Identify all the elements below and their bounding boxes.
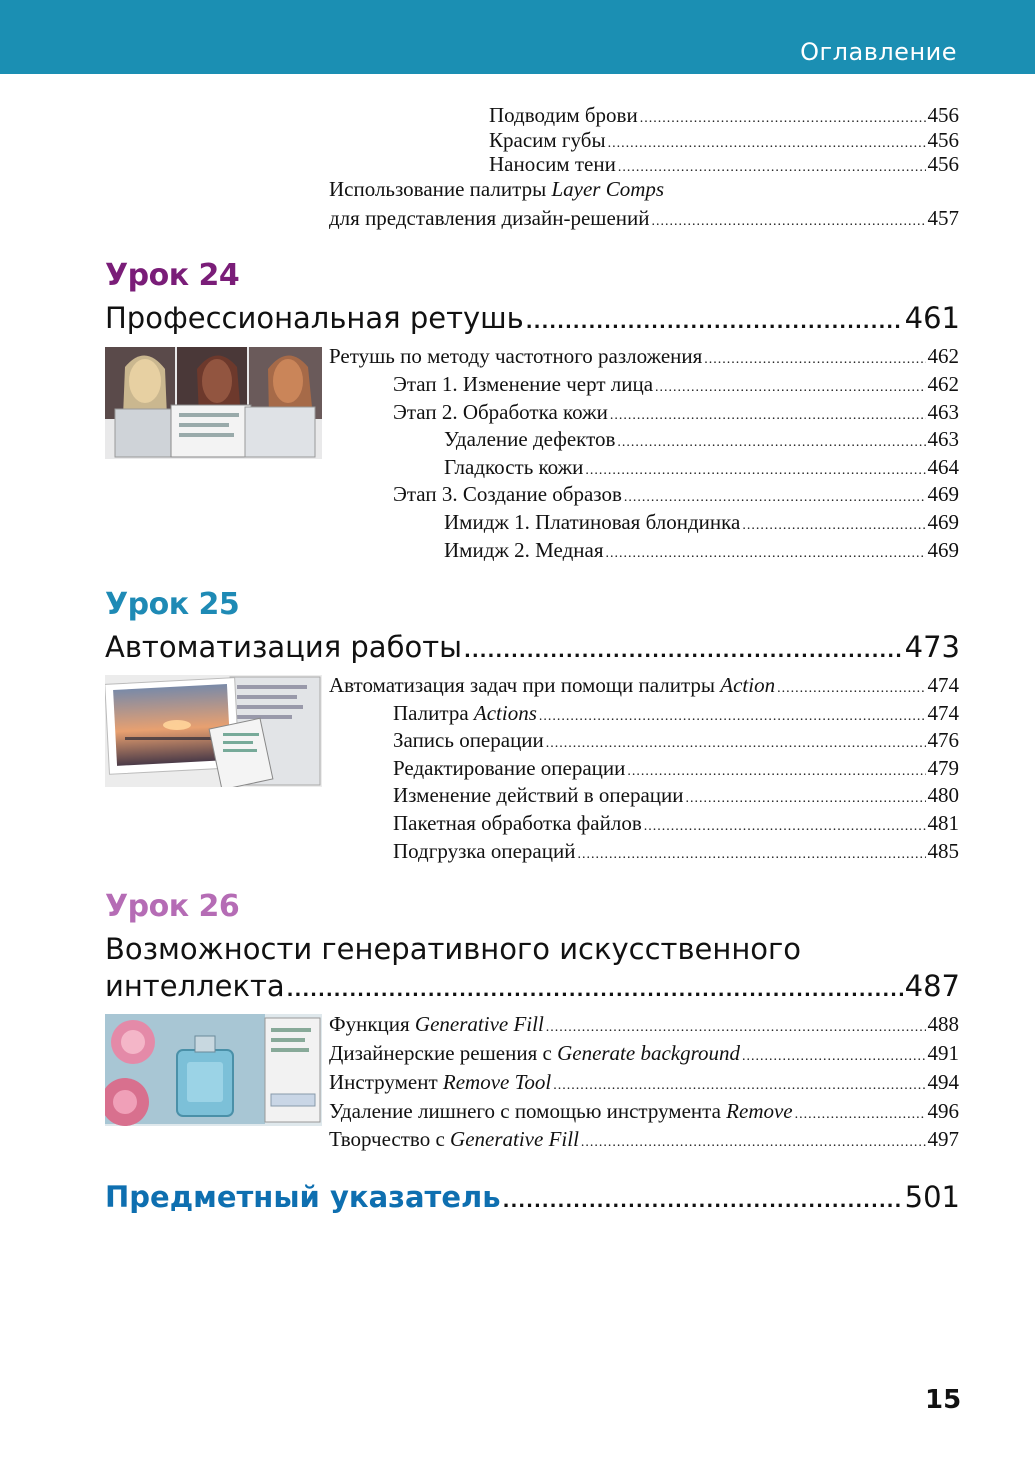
toc-entry-page: 474	[927, 673, 959, 697]
toc-entry[interactable]	[393, 756, 959, 781]
toc-entry-text: Наносим тени	[489, 152, 616, 176]
toc-entry[interactable]	[393, 482, 959, 507]
toc-entry-page: 464	[927, 455, 959, 479]
dot-leader	[287, 980, 903, 1001]
toc-entry-page: 463	[927, 400, 959, 424]
chapter-entry[interactable]	[105, 969, 960, 1003]
toc-entry-page: 456	[927, 103, 959, 127]
dot-leader	[742, 518, 925, 534]
header-bar	[0, 0, 1035, 74]
dot-leader	[686, 791, 926, 807]
toc-entry-text: Имидж 1. Платиновая блондинка	[444, 510, 741, 534]
dot-leader	[618, 160, 926, 176]
toc-entry-page: 462	[927, 372, 959, 396]
toc-entry-page: 488	[927, 1012, 959, 1036]
toc-entry-italic: Generative Fill	[450, 1127, 579, 1151]
toc-entry-italic: Layer Comps	[551, 177, 665, 201]
chapter-title: Профессиональная ретушь	[105, 301, 524, 335]
toc-entry-page: 496	[927, 1099, 959, 1123]
chapter-title: интеллекта	[105, 969, 285, 1003]
toc-entry[interactable]	[329, 1012, 959, 1037]
toc-entry-text: Пакетная обработка файлов	[393, 811, 642, 835]
toc-entry-text: Красим губы	[489, 128, 606, 152]
toc-entry-text: Творчество с	[329, 1127, 451, 1151]
toc-entry-page: 476	[927, 728, 959, 752]
dot-leader	[526, 312, 903, 333]
dot-leader	[624, 490, 926, 506]
dot-leader	[585, 463, 925, 479]
toc-entry-text: Этап 2. Обработка кожи	[393, 400, 608, 424]
toc-entry-text: Удаление дефектов	[444, 427, 616, 451]
dot-leader	[546, 1020, 926, 1036]
toc-entry-italic: Remove Tool	[442, 1070, 552, 1094]
toc-entry[interactable]	[393, 400, 959, 425]
toc-entry-italic: Generate background	[557, 1041, 740, 1065]
index-entry[interactable]	[105, 1180, 960, 1214]
dot-leader	[546, 736, 926, 752]
toc-entry[interactable]	[489, 152, 959, 177]
dot-leader	[464, 641, 903, 662]
toc-entry[interactable]	[444, 427, 959, 452]
toc-entry[interactable]	[444, 510, 959, 535]
dot-leader	[644, 819, 926, 835]
chapter-entry[interactable]	[105, 301, 960, 335]
toc-entry-page: 491	[927, 1041, 959, 1065]
toc-entry-text: Автоматизация задач при помощи палитры	[329, 673, 721, 697]
toc-entry-page: 481	[927, 811, 959, 835]
toc-entry[interactable]	[329, 344, 959, 369]
toc-entry-text: Подгрузка операций	[393, 839, 576, 863]
dot-leader	[581, 1135, 926, 1151]
dot-leader	[605, 546, 925, 562]
toc-entry-text: Удаление лишнего с помощью инструмента	[329, 1099, 727, 1123]
dot-leader	[577, 847, 925, 863]
toc-entry-italic: Generative Fill	[414, 1012, 544, 1036]
toc-entry-page: 485	[927, 839, 959, 863]
toc-entry-page: 469	[927, 510, 959, 534]
toc-entry[interactable]	[393, 811, 959, 836]
toc-entry[interactable]	[329, 206, 959, 231]
toc-entry-page: 494	[927, 1070, 959, 1094]
toc-entry[interactable]	[329, 673, 959, 698]
toc-entry-italic: Remove	[726, 1099, 793, 1123]
perfume-flowers-thumbnail	[105, 1014, 322, 1126]
section-title: Оглавление	[800, 38, 957, 66]
toc-entry[interactable]	[444, 538, 959, 563]
toc-entry-text: для представления дизайн-решений	[329, 206, 650, 230]
toc-entry-page: 474	[927, 701, 959, 725]
lesson-label: Урок 26	[105, 889, 240, 924]
toc-entry-text: Изменение действий в операции	[393, 783, 684, 807]
toc-entry-text: Инструмент	[329, 1070, 443, 1094]
page-number: 15	[925, 1385, 962, 1415]
toc-entry-text: Подводим брови	[489, 103, 638, 127]
toc-entry-page: 479	[927, 756, 959, 780]
dot-leader	[777, 681, 925, 697]
toc-entry[interactable]	[329, 1070, 959, 1095]
sunset-actions-thumbnail	[105, 675, 322, 787]
toc-entry[interactable]	[393, 701, 959, 726]
toc-entry[interactable]	[489, 103, 959, 128]
toc-entry-text: Функция	[329, 1012, 415, 1036]
toc-entry-text: Этап 1. Изменение черт лица	[393, 372, 654, 396]
toc-entry-page: 469	[927, 482, 959, 506]
chapter-title-first-line[interactable]: Возможности генеративного искусственного	[105, 932, 802, 966]
toc-entry-page: 456	[927, 152, 959, 176]
dot-leader	[795, 1107, 926, 1123]
toc-entry-text: Этап 3. Создание образов	[393, 482, 622, 506]
toc-entry[interactable]	[393, 839, 959, 864]
toc-entry-text: Использование палитры	[329, 177, 552, 201]
dot-leader	[539, 709, 926, 725]
dot-leader	[617, 435, 925, 451]
toc-entry-italic: Action	[720, 673, 776, 697]
dot-leader	[627, 764, 925, 780]
toc-entry-text: Палитра	[393, 701, 474, 725]
toc-entry-italic: Actions	[473, 701, 537, 725]
toc-entry-first-line[interactable]	[329, 177, 664, 202]
toc-entry-text: Запись операции	[393, 728, 544, 752]
toc-entry-page: 480	[927, 783, 959, 807]
toc-entry-page: 462	[927, 344, 959, 368]
dot-leader	[742, 1049, 926, 1065]
chapter-page: 473	[904, 630, 960, 664]
dot-leader	[655, 380, 925, 396]
dot-leader	[553, 1078, 925, 1094]
toc-entry[interactable]	[444, 455, 959, 480]
toc-entry-text: Редактирование операции	[393, 756, 626, 780]
toc-entry-page: 456	[927, 128, 959, 152]
toc-entry[interactable]	[393, 728, 959, 753]
toc-entry-text: Ретушь по методу частотного разложения	[329, 344, 703, 368]
chapter-page: 461	[904, 301, 960, 335]
dot-leader	[503, 1191, 903, 1212]
dot-leader	[610, 408, 926, 424]
toc-entry-page: 497	[927, 1127, 959, 1151]
dot-leader	[640, 111, 926, 127]
toc-entry-text: Имидж 2. Медная	[444, 538, 604, 562]
toc-entry-page: 463	[927, 427, 959, 451]
retouch-portraits-thumbnail	[105, 347, 322, 459]
toc-entry[interactable]	[489, 128, 959, 153]
index-page: 501	[904, 1180, 960, 1214]
lesson-label: Урок 24	[105, 258, 240, 293]
toc-entry-text: Дизайнерские решения с	[329, 1041, 558, 1065]
chapter-title: Автоматизация работы	[105, 630, 462, 664]
toc-entry[interactable]	[329, 1099, 959, 1124]
index-title: Предметный указатель	[105, 1180, 501, 1214]
toc-entry[interactable]	[393, 372, 959, 397]
toc-entry[interactable]	[393, 783, 959, 808]
toc-entry-page: 457	[927, 206, 959, 230]
toc-entry[interactable]	[329, 1041, 959, 1066]
toc-entry[interactable]	[329, 1127, 959, 1152]
chapter-page: 487	[904, 969, 960, 1003]
dot-leader	[704, 352, 925, 368]
dot-leader	[608, 136, 926, 152]
dot-leader	[651, 214, 925, 230]
chapter-entry[interactable]	[105, 630, 960, 664]
toc-entry-page: 469	[927, 538, 959, 562]
lesson-label: Урок 25	[105, 587, 240, 622]
toc-entry-text: Гладкость кожи	[444, 455, 584, 479]
